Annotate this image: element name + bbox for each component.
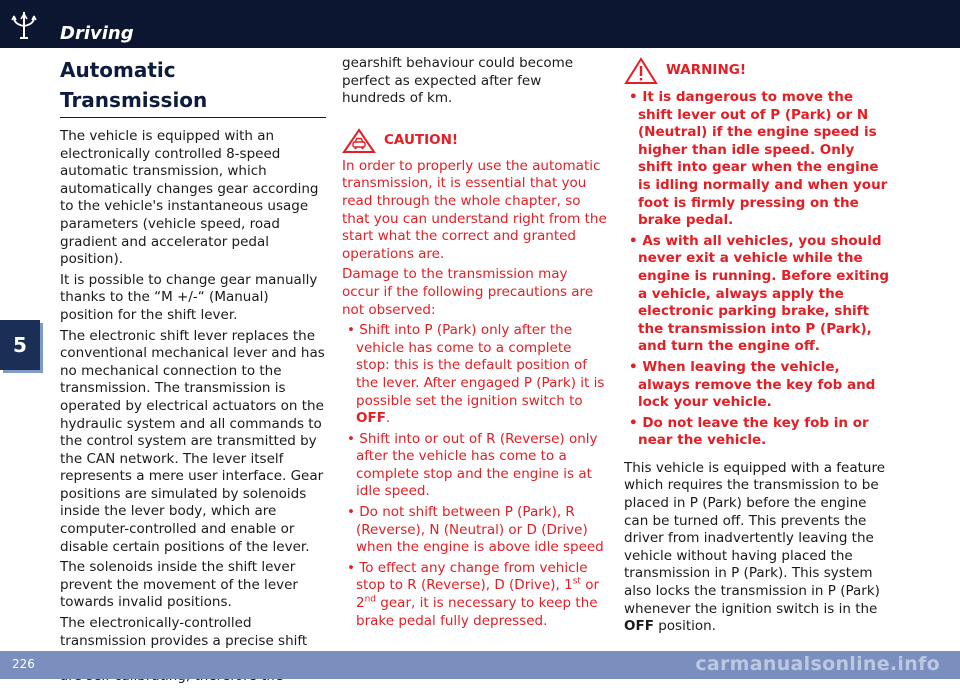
page-number: 226 (12, 657, 35, 671)
column-3 (624, 55, 890, 639)
caution-text: In order to properly use the automatic transmission, it is essential that you read through the whole chapter, so that you can understand right from the start what the correct and granted operations are. (342, 157, 607, 262)
paragraph: The electronically-controlled transmission provides a precise shift (60, 615, 308, 649)
caution-car-icon (342, 128, 376, 154)
chapter-tab[interactable]: 5 (0, 320, 40, 370)
warning-bullet: • Do not leave the key fob in or near the vehicle. (629, 414, 869, 449)
paragraph: The solenoids inside the shift lever prevent the movement of the lever towards invalid positions. (60, 559, 298, 611)
warning-bullet: • When leaving the vehicle, always remove the key fob and lock your vehicle. (629, 358, 876, 411)
watermark: carmanualsonline.info (695, 653, 940, 675)
footer-bar (0, 651, 960, 679)
paragraph: This vehicle is equipped with a feature which requires the transmission to be placed in P (Park) before the engine can be turned off. This prevents the driver from inadvertently leaving the vehicle without having placed the transmission in P (Park). This system also locks the transmission in P (Park) whenever the ignition switch is in the OFF position. (624, 459, 886, 635)
warning-bullet: • As with all vehicles, you should never exit a vehicle while the engine is running. Before exiting a vehicle, always apply the electronic parking brake, shift the transmission into P (Park), and turn the engine off. (629, 232, 890, 355)
warning-label: WARNING! (666, 62, 746, 79)
caution-label: CAUTION! (384, 131, 459, 148)
caution-bullet: • Do not shift between P (Park), R (Reverse), N (Neutral) or D (Drive) when the engine is above idle speed (347, 504, 604, 556)
warning-triangle-icon (624, 57, 658, 85)
header-bar (0, 0, 960, 48)
paragraph: The vehicle is equipped with an electronically controlled 8-speed automatic transmission, which automatically changes gear according to the vehicle's instantaneous usage parameters (vehicle speed, road gradient and accelerator pedal position). (60, 128, 319, 268)
caution-header (342, 128, 608, 154)
paragraph: gearshift behaviour could become perfect as expected after few hundreds of km. (342, 55, 574, 107)
warning-bullet: • It is dangerous to move the shift lever out of P (Park) or N (Neutral) if the engine speed is higher than idle speed. Only shift into gear when the engine is idling normally and when your foot is firmly pressing on the brake pedal. (629, 89, 888, 229)
column-2 (342, 55, 608, 633)
warning-header (624, 57, 890, 85)
paragraph: The electronic shift lever replaces the conventional mechanical lever and has no mechanical connection to the transmission. The transmission is operated by electrical actuators on the hydraulic system and all commands to the control system are transmitted by the CAN network. The lever itself represents a mere user interface. Gear positions are simulated by solenoids inside the lever body, which are computer-controlled and enable or disable certain positions of the lever. (60, 327, 325, 555)
caution-text: Damage to the transmission may occur if the following precautions are not observed: (342, 266, 594, 318)
caution-bullet: • Shift into P (Park) only after the vehicle has come to a complete stop: this is the default position of the lever. After engaged P (Park) it is possible set the ignition switch to OFF. (347, 322, 605, 427)
caution-bullet: • To effect any change from vehicle stop to R (Reverse), D (Drive), 1st or 2nd gear, it is necessary to keep the brake pedal fully depressed. (347, 559, 600, 629)
caution-bullet: • Shift into or out of R (Reverse) only after the vehicle has come to a complete stop and the engine is at idle speed. (347, 430, 598, 500)
maserati-trident-logo-icon (8, 10, 40, 40)
paragraph: It is possible to change gear manually thanks to the “M +/-“ (Manual) position for the shift lever. (60, 271, 318, 323)
column-1 (60, 55, 326, 688)
section-title: Driving (60, 23, 134, 44)
page-title: Automatic Transmission (60, 55, 326, 118)
